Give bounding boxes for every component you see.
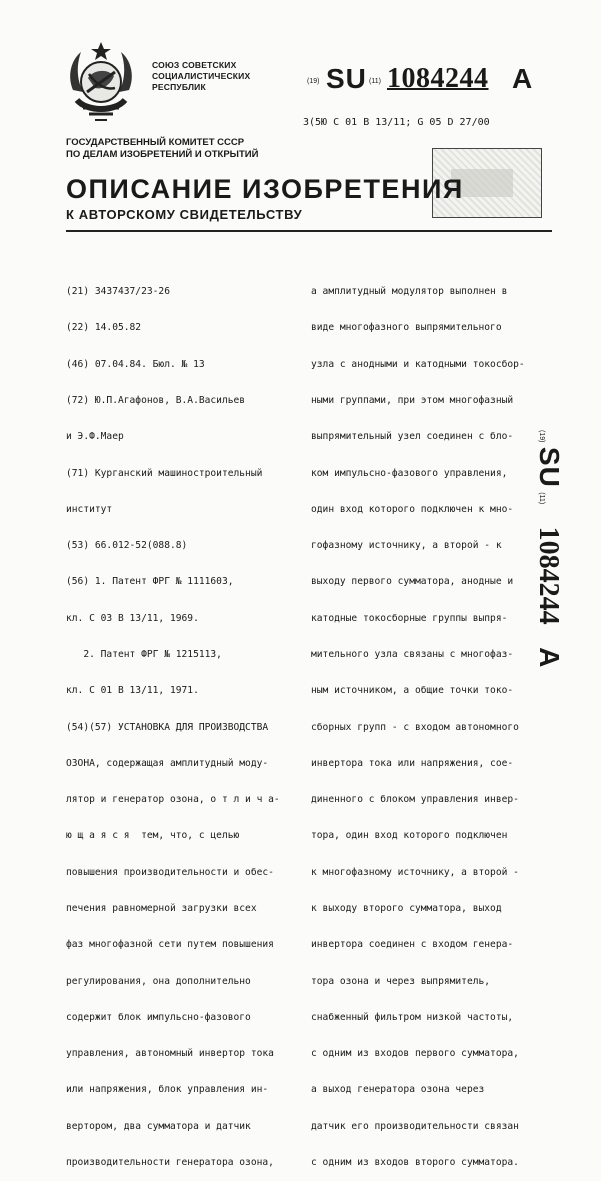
text-line: 2. Патент ФРГ № 1215113, (66, 649, 222, 660)
document-title: ОПИСАНИЕ ИЗОБРЕТЕНИЯ (66, 174, 464, 204)
committee-line-2: ПО ДЕЛАМ ИЗОБРЕТЕНИЙ И ОТКРЫТИЙ (66, 149, 259, 160)
text-line: управления, автономный инвертор тока (66, 1048, 274, 1060)
side-country-code: SU (534, 446, 565, 488)
text-line: с одним из входов первого сумматора, (311, 1048, 519, 1060)
text-line: инвертора соединен с входом генера- (311, 939, 514, 951)
text-line: (54)(57) УСТАНОВКА ДЛЯ ПРОИЗВОДСТВА (66, 721, 269, 733)
side-patent-number: 1084244 (533, 526, 564, 625)
ipc-classification: 3(5Ю С 01 В 13/11; G 05 D 27/00 (303, 117, 490, 128)
patent-number: 1084244 (387, 63, 489, 94)
vertical-patent-id (533, 430, 590, 700)
text-line: инвертора тока или напряжения, сое- (311, 757, 514, 769)
number-code-label: (11) (369, 78, 381, 85)
country-code: SU (326, 63, 367, 94)
text-line: ю щ а я с я тем, что, с целью (66, 830, 240, 842)
text-line: институт (66, 503, 113, 515)
text-line: виде многофазного выпрямительного (311, 322, 502, 334)
text-line: фаз многофазной сети путем повышения (66, 939, 274, 951)
text-line: содержит блок импульсно-фазового (66, 1011, 251, 1023)
text-line: тора озона и через выпрямитель, (311, 975, 491, 987)
text-line: (56) 1. Патент ФРГ № 1111603, (66, 576, 234, 588)
union-name-line-1: СОЮЗ СОВЕТСКИХ (152, 60, 237, 70)
text-line: а амплитудный модулятор выполнен в (311, 286, 508, 298)
text-line: мительного узла связаны с многофаз- (311, 649, 514, 660)
union-name-line-2: СОЦИАЛИСТИЧЕСКИХ (152, 71, 251, 81)
side-country-code-label: (19) (538, 430, 545, 443)
text-line: или напряжения, блок управления ин- (66, 1084, 269, 1096)
text-line: производительности генератора озона, (66, 1156, 274, 1168)
side-patent-kind: A (534, 647, 565, 668)
text-line: снабженный фильтром низкой частоты, (311, 1011, 514, 1023)
side-number-code-label: (11) (538, 492, 545, 505)
claim-column (311, 262, 525, 1181)
union-name-line-3: РЕСПУБЛИК (152, 82, 206, 92)
text-line: ком импульсно-фазового управления, (311, 467, 508, 479)
text-line: (72) Ю.П.Агафонов, В.А.Васильев (66, 395, 246, 407)
title-divider (66, 230, 552, 232)
text-line: вертором, два сумматора и датчик (66, 1120, 251, 1132)
text-line: выходу первого сумматора, анодные и (311, 576, 514, 588)
text-line: выпрямительный узел соединен с бло- (311, 431, 514, 443)
text-line: диненного с блоком управления инвер- (311, 794, 519, 806)
text-line: (71) Курганский машиностроительный (66, 467, 263, 479)
text-line: (21) 3437437/23-26 (66, 286, 170, 298)
patent-kind: A (512, 63, 533, 94)
text-line: печения равномерной загрузки всех (66, 902, 257, 914)
text-line: гофазному источнику, а второй - к (311, 540, 502, 552)
country-code-label: (19) (307, 78, 320, 85)
committee-line-1: ГОСУДАРСТВЕННЫЙ КОМИТЕТ СССР (66, 137, 245, 148)
text-line: (22) 14.05.82 (66, 322, 142, 334)
text-line: кл. С 01 В 13/11, 1971. (66, 685, 199, 697)
text-line: ными группами, при этом многофазный (311, 395, 514, 407)
text-line: один вход которого подключен к мно- (311, 503, 514, 515)
text-line: (53) 66.012-52(088.8) (66, 540, 188, 552)
text-line: датчик его производительности связан (311, 1120, 519, 1132)
text-line: регулирования, она дополнительно (66, 975, 251, 987)
bibliographic-column (66, 262, 280, 1181)
text-line: с одним из входов второго сумматора. (311, 1156, 519, 1168)
text-line: кл. С 03 В 13/11, 1969. (66, 612, 199, 624)
text-line: (46) 07.04.84. Бюл. № 13 (66, 358, 205, 370)
state-emblem-icon (63, 40, 139, 124)
text-line: к многофазному источнику, а второй - (311, 866, 519, 878)
text-line: катодные токосборные группы выпря- (311, 612, 508, 624)
text-line: ным источником, а общие точки токо- (311, 685, 514, 697)
text-line: повышения производительности и обес- (66, 866, 274, 878)
text-line: и Э.Ф.Маер (66, 431, 124, 443)
text-line: лятор и генератор озона, о т л и ч а- (66, 794, 280, 806)
text-line: к выходу второго сумматора, выход (311, 902, 502, 914)
text-line: ОЗОНА, содержащая амплитудный моду- (66, 757, 269, 769)
text-line: тора, один вход которого подключен (311, 830, 508, 842)
text-line: узла с анодными и катодными токосбор- (311, 358, 525, 370)
text-line: а выход генератора озона через (311, 1084, 485, 1096)
document-subtitle: К АВТОРСКОМУ СВИДЕТЕЛЬСТВУ (66, 207, 303, 222)
text-line: сборных групп - с входом автономного (311, 721, 519, 733)
